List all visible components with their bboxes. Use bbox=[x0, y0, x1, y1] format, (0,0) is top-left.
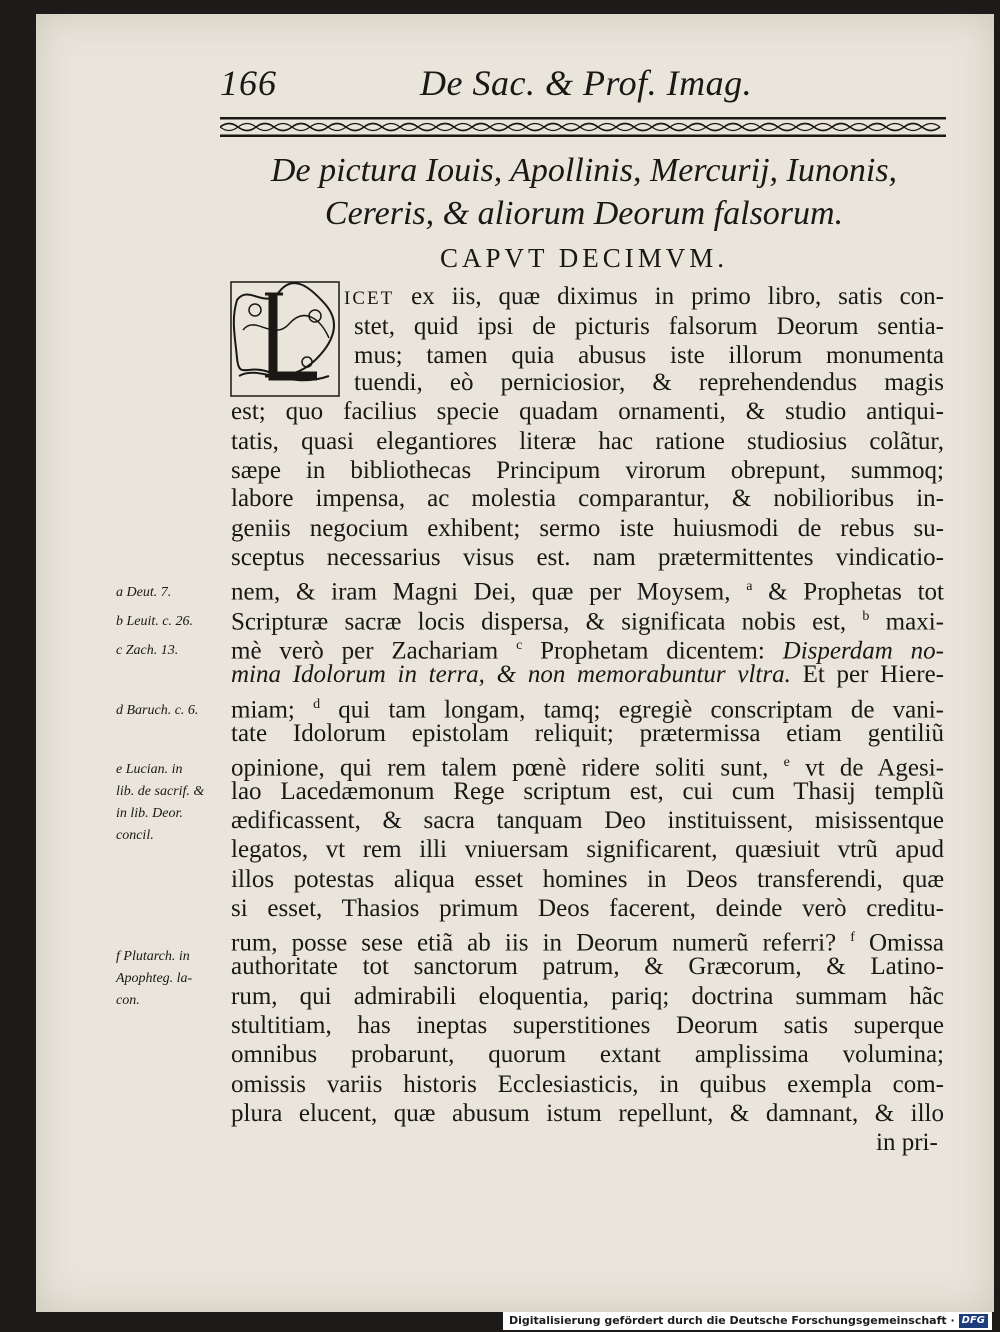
text-line bbox=[231, 456, 944, 486]
text-run: mina Idolorum in terra, & non memorabuntur vltra. bbox=[231, 661, 791, 688]
book-page bbox=[36, 14, 994, 1312]
margin-note: f Plutarch. in Apophteg. la- con. bbox=[116, 949, 193, 1008]
text-line bbox=[231, 1070, 944, 1100]
chapter-title-line-2: Cereris, & aliorum Deorum falsorum. bbox=[324, 195, 844, 232]
footnote-marker: a bbox=[746, 579, 753, 594]
text-line bbox=[231, 514, 944, 544]
text-line bbox=[876, 1128, 938, 1158]
text-run: omnibus probarunt, quorum extant amplissima volumina; bbox=[231, 1041, 944, 1068]
footnote-marker: b bbox=[862, 609, 870, 624]
text-run: ex iis, quæ diximus in primo libro, satis con- bbox=[394, 283, 944, 310]
text-run: tatis, quasi elegantiores literæ hac ratione studiosius colãtur, bbox=[231, 428, 944, 455]
text-run: opinione, qui rem talem pœnè ridere soliti sunt, bbox=[231, 754, 784, 782]
text-run: Et per Hiere- bbox=[790, 661, 944, 688]
text-line bbox=[231, 631, 944, 665]
text-run: illos potestas aliqua esset homines in Deos transferendi, quæ bbox=[231, 866, 944, 893]
text-run: Omissa bbox=[854, 929, 944, 957]
text-run: in pri- bbox=[876, 1129, 938, 1156]
text-run: stultitiam, has ineptas superstitiones Deorum satis superque bbox=[231, 1012, 944, 1039]
margin-note: e Lucian. in lib. de sacrif. & in lib. Deor. concil. bbox=[116, 762, 205, 843]
text-run: est; quo facilius specie quadam ornamenti, & studio antiqui- bbox=[231, 398, 944, 425]
footnote-marker: f bbox=[850, 930, 855, 945]
text-run: Scripturæ sacræ locis dispersa, & significata nobis est, bbox=[231, 608, 863, 636]
text-line bbox=[231, 1099, 944, 1129]
text-run: & Prophetas tot bbox=[752, 578, 945, 606]
margin-note: d Baruch. c. 6. bbox=[116, 703, 199, 718]
text-run: authoritate tot sanctorum patrum, & Græcorum, & Latino- bbox=[231, 953, 944, 980]
text-line bbox=[231, 543, 944, 573]
text-run: ædificassent, & sacra tanquam Deo instituissent, misissentque bbox=[231, 807, 944, 834]
text-run: maxi- bbox=[869, 608, 944, 636]
text-run: omissis variis historis Ecclesiasticis, in quibus exempla com- bbox=[231, 1071, 944, 1098]
text-line bbox=[354, 312, 944, 342]
text-run: plura elucent, quæ abusum istum repellunt, & damnant, & illo bbox=[231, 1100, 944, 1127]
text-line bbox=[231, 484, 944, 514]
text-run: qui tam longam, tamq; egregiè conscriptam de vani- bbox=[320, 696, 944, 724]
text-line bbox=[231, 1040, 944, 1070]
text-line bbox=[231, 894, 944, 924]
text-line bbox=[231, 719, 944, 749]
text-run: rum, posse sese etiã ab iis in Deorum numerũ referri? bbox=[231, 929, 851, 957]
text-line bbox=[231, 397, 944, 427]
text-line bbox=[231, 748, 944, 782]
text-line bbox=[231, 806, 944, 836]
text-line bbox=[354, 368, 944, 398]
text-line bbox=[231, 865, 944, 895]
margin-note: a Deut. 7. bbox=[116, 585, 172, 600]
chapter-number: CAPVT DECIMVM. bbox=[439, 243, 729, 273]
text-line bbox=[344, 282, 944, 312]
text-run: sceptus necessarius visus est. nam prætermittentes vindicatio- bbox=[231, 544, 944, 571]
decorated-initial bbox=[229, 280, 341, 398]
text-run: nem, & iram Magni Dei, quæ per Moysem, bbox=[231, 578, 747, 606]
margin-note: c Zach. 13. bbox=[116, 643, 179, 658]
text-line bbox=[231, 952, 944, 982]
text-line bbox=[354, 341, 944, 371]
text-run: sæpe in bibliothecas Principum virorum obrepunt, summoq; bbox=[231, 457, 944, 484]
text-run: lao Lacedæmonum Rege scriptum est, cui cum Thasij templũ bbox=[231, 778, 944, 805]
initial-letter: L bbox=[276, 365, 278, 367]
text-run: mè verò per Zachariam bbox=[231, 637, 517, 665]
text-run: miam; bbox=[231, 696, 314, 724]
text-run: Prophetam dicentem: bbox=[522, 637, 783, 665]
text-run: stet, quid ipsi de picturis falsorum Deorum sentia- bbox=[354, 313, 944, 340]
digitization-credit bbox=[503, 1312, 992, 1330]
text-run: Disperdam no- bbox=[782, 637, 944, 665]
chapter-title bbox=[226, 149, 942, 235]
running-head: De Sac. & Prof. Imag. bbox=[420, 63, 753, 103]
text-line bbox=[231, 835, 944, 865]
text-line bbox=[231, 427, 944, 457]
text-line bbox=[231, 777, 944, 807]
text-run: legatos, vt rem illi vniuersam significarent, quæsiuit vtrũ apud bbox=[231, 836, 944, 863]
text-line bbox=[231, 923, 944, 957]
footnote-marker: d bbox=[313, 697, 321, 712]
text-run: geniis negocium exhibent; sermo iste huiusmodi de rebus su- bbox=[231, 515, 944, 542]
text-run: vt de Agesi- bbox=[789, 754, 944, 782]
text-run: tate Idolorum epistolam reliquit; prætermissa etiam gentiliũ bbox=[231, 720, 944, 747]
page-number: 166 bbox=[220, 63, 277, 103]
footnote-marker: c bbox=[516, 638, 523, 653]
text-run: tuendi, eò perniciosior, & reprehendendus magis bbox=[354, 369, 944, 396]
text-run: rum, qui admirabili eloquentia, pariq; doctrina summam hãc bbox=[231, 983, 944, 1010]
ornamental-rule bbox=[220, 116, 946, 138]
text-line bbox=[231, 602, 944, 636]
margin-note: b Leuit. c. 26. bbox=[116, 614, 193, 629]
text-line bbox=[231, 690, 944, 724]
dfg-logo: DFG bbox=[959, 1314, 988, 1328]
text-line bbox=[231, 660, 944, 690]
footnote-marker: e bbox=[783, 755, 790, 770]
text-run: si esset, Thasios primum Deos facerent, deinde verò creditu- bbox=[231, 895, 944, 922]
text-line bbox=[231, 1011, 944, 1041]
text-run: ICET bbox=[344, 288, 395, 309]
text-line bbox=[231, 572, 945, 606]
text-line bbox=[231, 982, 944, 1012]
credit-text: Digitalisierung gefördert durch die Deutsche Forschungsgemeinschaft · bbox=[508, 1314, 955, 1327]
text-run: labore impensa, ac molestia comparantur, & nobilioribus in- bbox=[231, 485, 944, 512]
chapter-title-line-1: De pictura Iouis, Apollinis, Mercurij, Iunonis, bbox=[270, 152, 898, 189]
text-run: mus; tamen quia abusus iste illorum monumenta bbox=[354, 342, 944, 369]
